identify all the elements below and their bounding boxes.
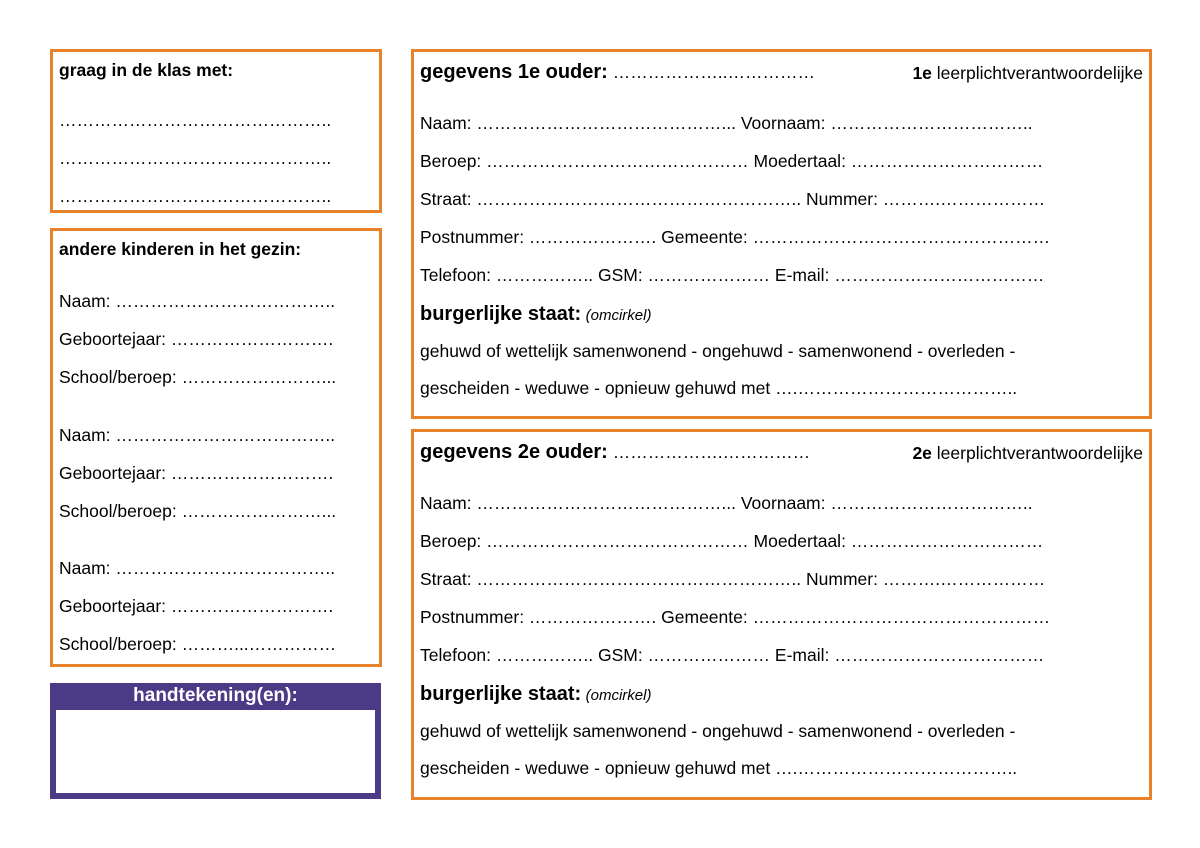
siblings-title: andere kinderen in het gezin:	[59, 239, 302, 259]
parent1-naam-line[interactable]: Naam: ……………………………………... Voornaam: ……………………………..	[420, 113, 1033, 133]
sibling-2-naam[interactable]: Naam: ………………………………..	[59, 425, 336, 445]
parent1-resp-num: 1e	[912, 63, 932, 83]
parent1-title: gegevens 1e ouder:	[420, 61, 608, 83]
parent1-postnummer-line[interactable]: Postnummer: …………………. Gemeente: ……………………………………………	[420, 227, 1051, 247]
parent1-telefoon-line[interactable]: Telefoon: …………….. GSM: ………………… E-mail: ………………………………	[420, 265, 1045, 285]
parent1-box	[411, 49, 1152, 419]
parent1-burger-note: (omcirkel)	[585, 307, 652, 324]
parent2-burger-title: burgerlijke staat:	[420, 683, 582, 705]
parent2-responsible	[912, 443, 1143, 464]
class-preference-title: graag in de klas met:	[59, 60, 234, 80]
parent1-opties-line-1[interactable]: gehuwd of wettelijk samenwonend - ongehuwd - samenwonend - overleden -	[420, 341, 1016, 361]
parent2-telefoon-line[interactable]: Telefoon: …………….. GSM: ………………… E-mail: ………………………………	[420, 645, 1045, 665]
parent1-burger-heading	[420, 303, 651, 326]
parent1-opties-line-2[interactable]: gescheiden - weduwe - opnieuw gehuwd met ….………………………………..	[420, 378, 1018, 398]
class-preference-box	[50, 49, 382, 213]
siblings-box	[50, 228, 382, 667]
parent2-header	[420, 441, 810, 464]
parent2-straat-line[interactable]: Straat: ……………………………………………….. Nummer: ……….………………	[420, 569, 1046, 589]
parent1-header	[420, 61, 815, 84]
parent2-beroep-line[interactable]: Beroep: ……………………………………… Moedertaal: ……………………………	[420, 531, 1044, 551]
class-preference-line-2[interactable]: ………………………………………..	[59, 148, 332, 168]
class-preference-line-1[interactable]: ………………………………………..	[59, 110, 332, 130]
parent2-burger-heading	[420, 683, 651, 706]
parent1-resp-text: leerplichtverantwoordelijke	[936, 63, 1143, 83]
signature-box	[50, 683, 381, 799]
sibling-3-school[interactable]: School/beroep: ………...……………	[59, 634, 337, 654]
parent2-title-dots[interactable]: ……………….……………	[612, 442, 811, 462]
sibling-1-geboortejaar[interactable]: Geboortejaar: ……………………….	[59, 329, 334, 349]
class-preference-line-3[interactable]: ………………………………………..	[59, 186, 332, 206]
parent1-responsible	[912, 63, 1143, 84]
parent1-straat-line[interactable]: Straat: ……………………………………………….. Nummer: ……….………………	[420, 189, 1046, 209]
sibling-1-naam[interactable]: Naam: ………………………………..	[59, 291, 336, 311]
parent2-resp-text: leerplichtverantwoordelijke	[936, 443, 1143, 463]
parent2-box	[411, 429, 1152, 800]
sibling-1-school[interactable]: School/beroep: ……………………...	[59, 367, 337, 387]
parent2-opties-line-2[interactable]: gescheiden - weduwe - opnieuw gehuwd met ….………………………………..	[420, 758, 1018, 778]
parent2-burger-note: (omcirkel)	[585, 687, 652, 704]
sibling-2-geboortejaar[interactable]: Geboortejaar: ……………………….	[59, 463, 334, 483]
parent2-postnummer-line[interactable]: Postnummer: …………………. Gemeente: ……………………………………………	[420, 607, 1051, 627]
sibling-3-geboortejaar[interactable]: Geboortejaar: ……………………….	[59, 596, 334, 616]
parent1-burger-title: burgerlijke staat:	[420, 303, 582, 325]
sibling-2-school[interactable]: School/beroep: ……………………...	[59, 501, 337, 521]
signature-area[interactable]	[56, 710, 375, 793]
parent2-title: gegevens 2e ouder:	[420, 441, 608, 463]
parent1-beroep-line[interactable]: Beroep: ……………………………………… Moedertaal: ……………………………	[420, 151, 1044, 171]
sibling-3-naam[interactable]: Naam: ………………………………..	[59, 558, 336, 578]
parent2-opties-line-1[interactable]: gehuwd of wettelijk samenwonend - ongehuwd - samenwonend - overleden -	[420, 721, 1016, 741]
parent2-resp-num: 2e	[912, 443, 932, 463]
parent2-naam-line[interactable]: Naam: ……………………………………... Voornaam: ……………………………..	[420, 493, 1033, 513]
signature-title: handtekening(en):	[133, 685, 298, 706]
parent1-title-dots[interactable]: ………………..……………	[612, 62, 815, 82]
